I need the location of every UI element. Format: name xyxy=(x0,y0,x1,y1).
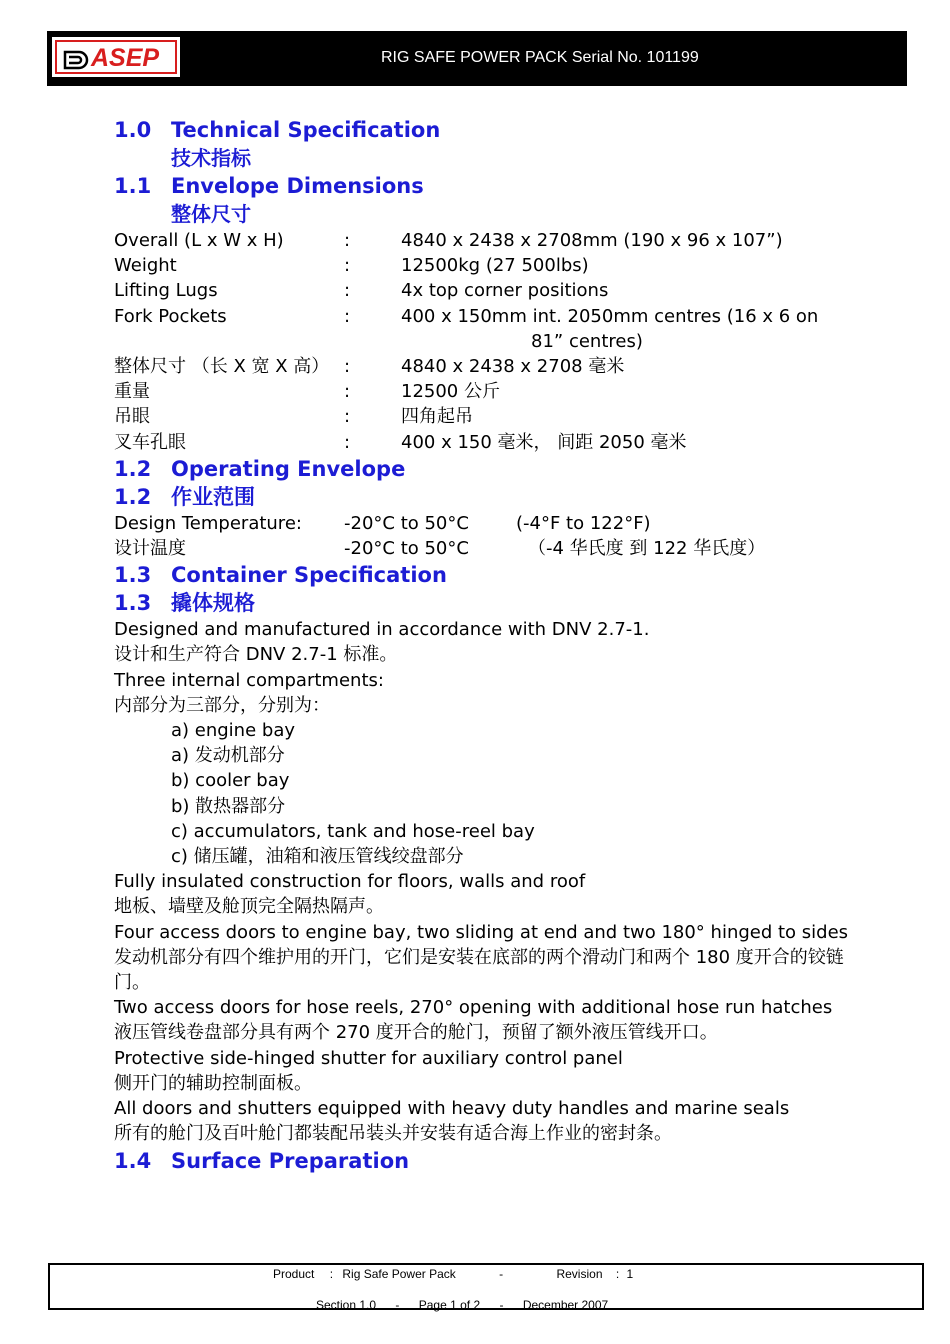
list-item: c) 储压罐，油箱和液压管线绞盘部分 xyxy=(171,846,464,868)
document-title: RIG SAFE POWER PACK Serial No. 101199 xyxy=(381,49,699,66)
logo-mark-icon xyxy=(61,48,89,72)
section-title-zh: 撬体规格 xyxy=(171,591,255,616)
footer-date: December 2007 xyxy=(522,1298,609,1312)
body-text: 发动机部分有四个维护用的开门，它们是安装在底部的两个滑动门和两个 180 度开合的铰链门。 xyxy=(114,946,844,994)
section-number: 1.3 xyxy=(114,591,152,616)
temperature-celsius: -20°C to 50°C xyxy=(344,512,469,534)
spec-row xyxy=(114,278,854,303)
section-title: Container Specification xyxy=(171,563,447,588)
footer-dash: - xyxy=(499,1267,504,1281)
section-heading-1-4 xyxy=(114,1147,854,1175)
spec-separator: : xyxy=(344,280,351,302)
section-title: Operating Envelope xyxy=(171,456,406,481)
section-heading-1-3 xyxy=(114,561,854,589)
list-item: c) accumulators, tank and hose-reel bay xyxy=(171,820,535,842)
footer-revision: 1 xyxy=(626,1267,634,1281)
spec-separator: : xyxy=(344,356,351,378)
temperature-celsius: -20°C to 50°C xyxy=(344,538,469,560)
list-item: a) engine bay xyxy=(171,720,295,742)
section-title: Technical Specification xyxy=(171,118,441,142)
body-text: 内部分为三部分，分别为： xyxy=(114,694,330,716)
page-header xyxy=(47,31,907,85)
section-title: Envelope Dimensions xyxy=(171,174,424,198)
spec-row xyxy=(114,430,854,455)
body-text: All doors and shutters equipped with heavy duty handles and marine seals xyxy=(114,1098,790,1120)
section-heading-1-3-zh xyxy=(114,589,854,617)
section-heading-1-2 xyxy=(114,455,854,483)
page-footer xyxy=(48,1263,924,1310)
spec-label: 重量 xyxy=(114,381,150,403)
spec-value-continuation: 81” centres) xyxy=(531,330,643,352)
section-number: 1.3 xyxy=(114,563,152,588)
spec-value: 12500 公斤 xyxy=(401,381,500,403)
spec-separator: : xyxy=(344,381,351,403)
footer-separator: : xyxy=(615,1267,620,1281)
list-item: b) cooler bay xyxy=(171,770,290,792)
spec-separator: : xyxy=(344,406,351,428)
section-number: 1.4 xyxy=(114,1148,152,1173)
spec-label: Lifting Lugs xyxy=(114,280,218,302)
section-heading-1-0 xyxy=(114,116,854,144)
body-text: Four access doors to engine bay, two sliding at end and two 180° hinged to sides xyxy=(114,921,849,943)
body-text: Two access doors for hose reels, 270° opening with additional hose run hatches xyxy=(114,997,833,1019)
section-heading-1-2-zh xyxy=(114,483,854,511)
header-rule xyxy=(47,84,907,86)
spec-separator: : xyxy=(344,305,351,327)
spec-label: 整体尺寸 （长 X 宽 X 高） xyxy=(114,356,330,378)
section-number: 1.2 xyxy=(114,484,152,509)
temperature-fahrenheit: （-4 华氏度 到 122 华氏度） xyxy=(528,538,766,560)
footer-section: Section 1.0 xyxy=(316,1298,377,1312)
footer-page: Page 1 of 2 xyxy=(418,1298,481,1312)
spec-row xyxy=(114,354,854,379)
body-text: 液压管线卷盘部分具有两个 270 度开合的舱门，预留了额外液压管线开口。 xyxy=(114,1022,718,1044)
spec-separator: : xyxy=(344,255,351,277)
spec-value-line: 400 x 150mm int. 2050mm centres (16 x 6 on xyxy=(401,305,819,327)
temperature-label: Design Temperature: xyxy=(114,512,302,534)
body-text: Fully insulated construction for floors, walls and roof xyxy=(114,871,586,893)
company-logo xyxy=(50,35,182,79)
spec-row xyxy=(114,228,854,253)
spec-value: 4840 x 2438 x 2708 毫米 xyxy=(401,356,625,378)
section-number: 1.1 xyxy=(114,174,152,198)
spec-separator: : xyxy=(344,431,351,453)
footer-revision-label: Revision xyxy=(556,1267,603,1281)
body-text: 设计和生产符合 DNV 2.7-1 标准。 xyxy=(114,644,398,666)
section-number: 1.2 xyxy=(114,456,152,481)
section-title-zh: 整体尺寸 xyxy=(171,202,251,226)
body-text: Three internal compartments: xyxy=(114,669,384,691)
spec-row xyxy=(114,404,854,429)
section-heading-1-1 xyxy=(114,172,854,200)
footer-page-line xyxy=(316,1298,608,1312)
spec-value: 12500kg (27 500lbs) xyxy=(401,255,589,277)
section-title: Surface Preparation xyxy=(171,1148,410,1173)
logo-text: ASEP xyxy=(91,44,160,72)
temperature-label: 设计温度 xyxy=(114,538,186,560)
spec-label: Fork Pockets xyxy=(114,305,227,327)
footer-product-label: Product xyxy=(273,1267,315,1281)
spec-row xyxy=(114,253,854,278)
body-text: 地板、墙壁及舱顶完全隔热隔声。 xyxy=(114,896,384,918)
spec-value xyxy=(401,304,854,354)
footer-separator: : xyxy=(329,1267,334,1281)
document-body xyxy=(114,116,854,1175)
spec-separator: : xyxy=(344,230,351,251)
spec-row xyxy=(114,379,854,404)
body-text: Designed and manufactured in accordance with DNV 2.7-1. xyxy=(114,619,650,641)
body-text: Protective side-hinged shutter for auxiliary control panel xyxy=(114,1047,623,1069)
footer-dash: - xyxy=(395,1298,400,1312)
logo-frame xyxy=(55,40,177,74)
spec-value: 400 x 150 毫米， 间距 2050 毫米 xyxy=(401,431,687,453)
spec-label: Weight xyxy=(114,255,177,277)
temperature-fahrenheit: (-4°F to 122°F) xyxy=(516,512,651,534)
section-number: 1.0 xyxy=(114,118,152,142)
list-item: b) 散热器部分 xyxy=(171,795,286,817)
spec-value: 四角起吊 xyxy=(401,406,473,428)
body-text: 所有的舱门及百叶舱门都装配吊装头并安装有适合海上作业的密封条。 xyxy=(114,1123,672,1145)
temperature-row xyxy=(114,536,854,561)
spec-label: 叉车孔眼 xyxy=(114,431,186,453)
spec-value: 4x top corner positions xyxy=(401,280,609,302)
body-text: 侧开门的辅助控制面板。 xyxy=(114,1072,312,1094)
footer-product: Rig Safe Power Pack xyxy=(342,1267,456,1281)
footer-product-line xyxy=(273,1267,633,1281)
spec-value: 4840 x 2438 x 2708mm (190 x 96 x 107”) xyxy=(401,230,783,251)
list-item: a) 发动机部分 xyxy=(171,745,285,767)
section-title-zh: 技术指标 xyxy=(171,146,251,170)
section-title-zh: 作业范围 xyxy=(171,484,255,509)
footer-dash: - xyxy=(499,1298,504,1312)
spec-row xyxy=(114,304,854,354)
spec-label: Overall (L x W x H) xyxy=(114,230,284,251)
temperature-row xyxy=(114,511,854,536)
dimensions-table xyxy=(114,228,854,455)
spec-label: 吊眼 xyxy=(114,406,150,428)
